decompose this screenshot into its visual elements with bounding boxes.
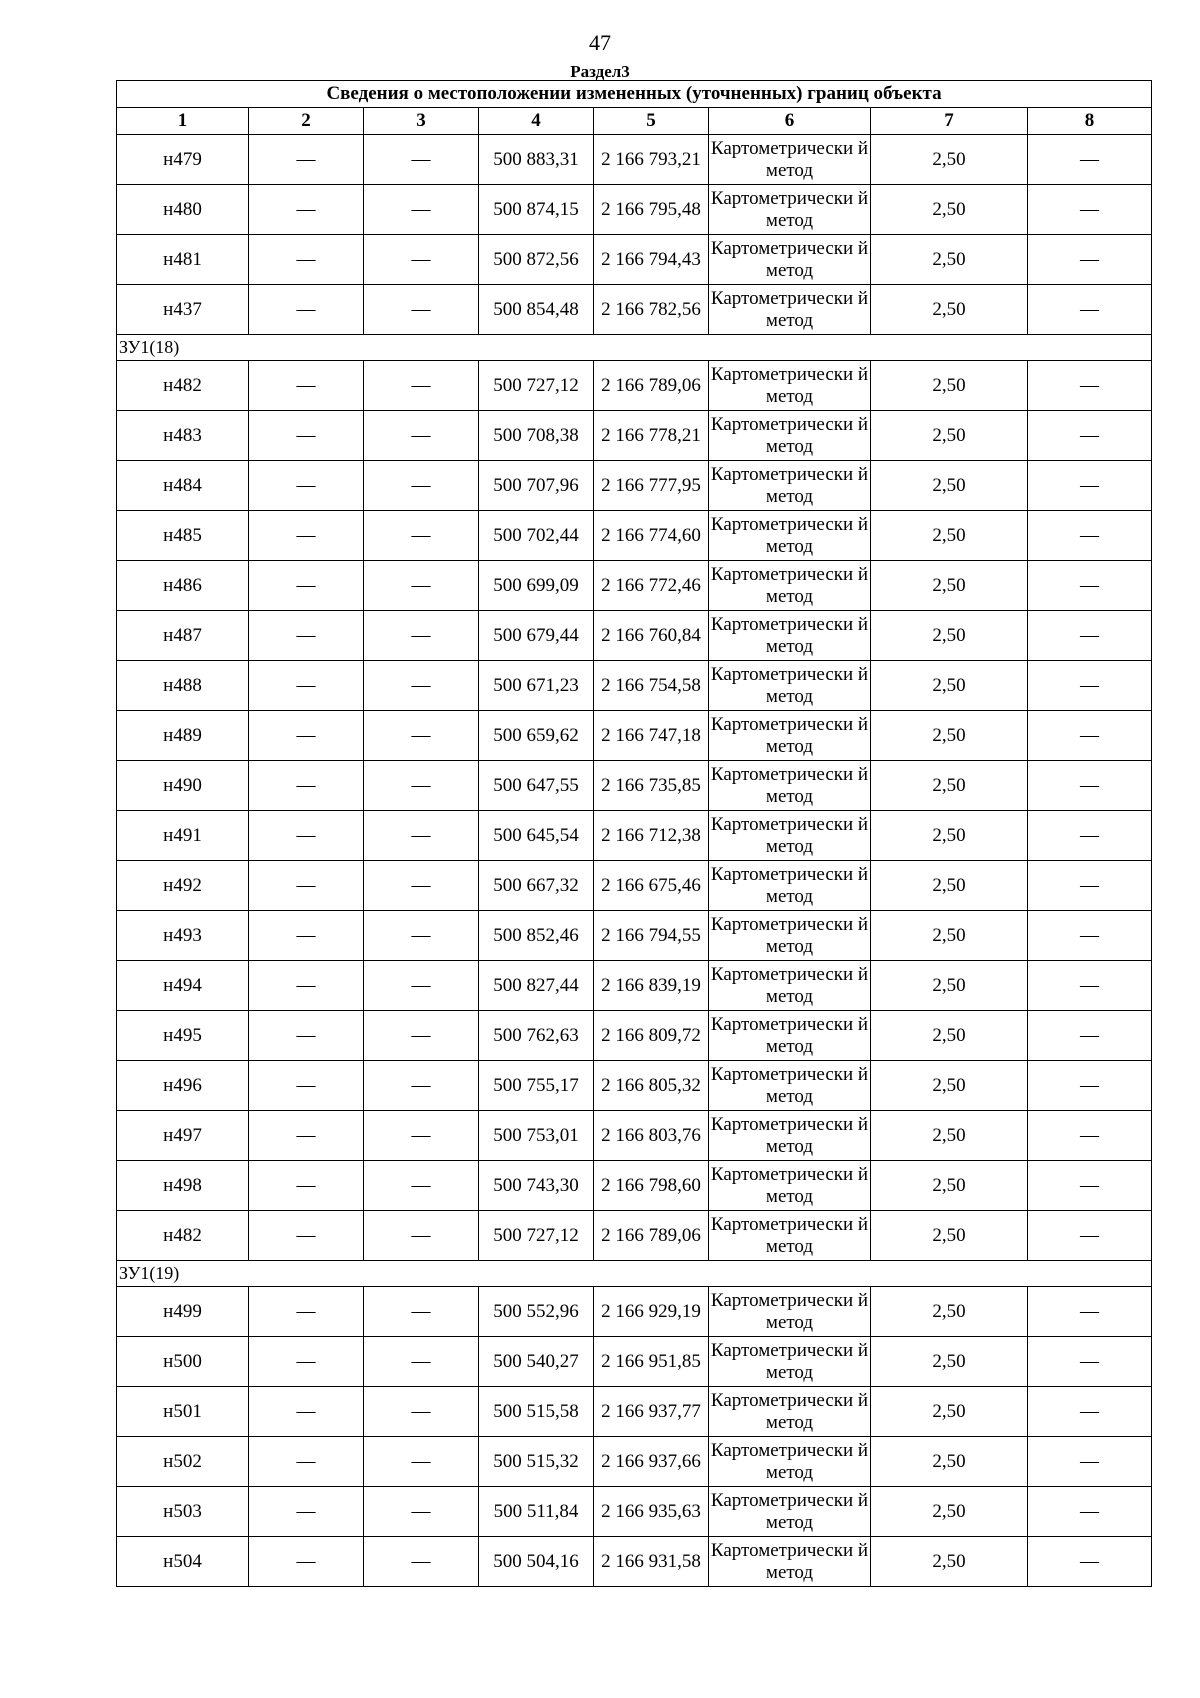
y-coordinate-cell: 2 166 675,46 xyxy=(594,861,709,911)
table-row xyxy=(117,1211,1152,1261)
column-2-cell: — xyxy=(249,1111,364,1161)
column-8-cell: — xyxy=(1028,961,1152,1011)
point-name-cell: н437 xyxy=(117,285,249,335)
accuracy-cell: 2,50 xyxy=(871,1211,1028,1261)
method-cell: Картометрически й метод xyxy=(709,1337,871,1387)
method-cell: Картометрически й метод xyxy=(709,1111,871,1161)
y-coordinate-cell: 2 166 798,60 xyxy=(594,1161,709,1211)
column-3-cell: — xyxy=(364,661,479,711)
group-label: ЗУ1(19) xyxy=(117,1261,1152,1287)
column-3-cell: — xyxy=(364,235,479,285)
point-name-cell: н485 xyxy=(117,511,249,561)
method-cell: Картометрически й метод xyxy=(709,811,871,861)
method-cell: Картометрически й метод xyxy=(709,1161,871,1211)
accuracy-cell: 2,50 xyxy=(871,561,1028,611)
column-2-cell: — xyxy=(249,1061,364,1111)
column-2-cell: — xyxy=(249,1287,364,1337)
column-3-cell: — xyxy=(364,1161,479,1211)
column-2-cell: — xyxy=(249,1437,364,1487)
x-coordinate-cell: 500 702,44 xyxy=(479,511,594,561)
x-coordinate-cell: 500 874,15 xyxy=(479,185,594,235)
column-number: 4 xyxy=(479,108,594,135)
y-coordinate-cell: 2 166 935,63 xyxy=(594,1487,709,1537)
point-name-cell: н482 xyxy=(117,361,249,411)
column-number: 2 xyxy=(249,108,364,135)
x-coordinate-cell: 500 854,48 xyxy=(479,285,594,335)
x-coordinate-cell: 500 552,96 xyxy=(479,1287,594,1337)
x-coordinate-cell: 500 511,84 xyxy=(479,1487,594,1537)
method-cell: Картометрически й метод xyxy=(709,1061,871,1111)
table-row xyxy=(117,361,1152,411)
column-2-cell: — xyxy=(249,1387,364,1437)
column-number: 6 xyxy=(709,108,871,135)
table-row xyxy=(117,461,1152,511)
column-2-cell: — xyxy=(249,561,364,611)
method-cell: Картометрически й метод xyxy=(709,911,871,961)
accuracy-cell: 2,50 xyxy=(871,811,1028,861)
y-coordinate-cell: 2 166 747,18 xyxy=(594,711,709,761)
table-row xyxy=(117,861,1152,911)
accuracy-cell: 2,50 xyxy=(871,1287,1028,1337)
accuracy-cell: 2,50 xyxy=(871,1437,1028,1487)
method-cell: Картометрически й метод xyxy=(709,711,871,761)
column-8-cell: — xyxy=(1028,1437,1152,1487)
y-coordinate-cell: 2 166 803,76 xyxy=(594,1111,709,1161)
point-name-cell: н486 xyxy=(117,561,249,611)
column-3-cell: — xyxy=(364,1387,479,1437)
y-coordinate-cell: 2 166 789,06 xyxy=(594,361,709,411)
y-coordinate-cell: 2 166 774,60 xyxy=(594,511,709,561)
column-8-cell: — xyxy=(1028,711,1152,761)
column-3-cell: — xyxy=(364,1061,479,1111)
x-coordinate-cell: 500 515,58 xyxy=(479,1387,594,1437)
method-cell: Картометрически й метод xyxy=(709,1437,871,1487)
point-name-cell: н499 xyxy=(117,1287,249,1337)
x-coordinate-cell: 500 872,56 xyxy=(479,235,594,285)
method-cell: Картометрически й метод xyxy=(709,235,871,285)
column-8-cell: — xyxy=(1028,185,1152,235)
column-2-cell: — xyxy=(249,461,364,511)
accuracy-cell: 2,50 xyxy=(871,411,1028,461)
x-coordinate-cell: 500 540,27 xyxy=(479,1337,594,1387)
group-label: ЗУ1(18) xyxy=(117,335,1152,361)
group-header-row xyxy=(117,335,1152,361)
table-row xyxy=(117,811,1152,861)
method-cell: Картометрически й метод xyxy=(709,961,871,1011)
column-8-cell: — xyxy=(1028,1537,1152,1587)
point-name-cell: н480 xyxy=(117,185,249,235)
y-coordinate-cell: 2 166 805,32 xyxy=(594,1061,709,1111)
column-3-cell: — xyxy=(364,611,479,661)
x-coordinate-cell: 500 708,38 xyxy=(479,411,594,461)
method-cell: Картометрически й метод xyxy=(709,761,871,811)
x-coordinate-cell: 500 699,09 xyxy=(479,561,594,611)
column-8-cell: — xyxy=(1028,561,1152,611)
y-coordinate-cell: 2 166 712,38 xyxy=(594,811,709,861)
method-cell: Картометрически й метод xyxy=(709,285,871,335)
column-3-cell: — xyxy=(364,761,479,811)
column-3-cell: — xyxy=(364,561,479,611)
column-number: 5 xyxy=(594,108,709,135)
column-8-cell: — xyxy=(1028,235,1152,285)
table-row xyxy=(117,411,1152,461)
column-2-cell: — xyxy=(249,1211,364,1261)
y-coordinate-cell: 2 166 778,21 xyxy=(594,411,709,461)
method-cell: Картометрически й метод xyxy=(709,1011,871,1061)
y-coordinate-cell: 2 166 793,21 xyxy=(594,135,709,185)
y-coordinate-cell: 2 166 772,46 xyxy=(594,561,709,611)
column-8-cell: — xyxy=(1028,861,1152,911)
table-row xyxy=(117,1011,1152,1061)
x-coordinate-cell: 500 762,63 xyxy=(479,1011,594,1061)
column-2-cell: — xyxy=(249,861,364,911)
column-3-cell: — xyxy=(364,511,479,561)
column-2-cell: — xyxy=(249,661,364,711)
column-8-cell: — xyxy=(1028,1211,1152,1261)
point-name-cell: н501 xyxy=(117,1387,249,1437)
accuracy-cell: 2,50 xyxy=(871,1337,1028,1387)
method-cell: Картометрически й метод xyxy=(709,135,871,185)
column-3-cell: — xyxy=(364,285,479,335)
y-coordinate-cell: 2 166 794,43 xyxy=(594,235,709,285)
point-name-cell: н497 xyxy=(117,1111,249,1161)
column-3-cell: — xyxy=(364,1537,479,1587)
x-coordinate-cell: 500 667,32 xyxy=(479,861,594,911)
accuracy-cell: 2,50 xyxy=(871,461,1028,511)
x-coordinate-cell: 500 755,17 xyxy=(479,1061,594,1111)
column-3-cell: — xyxy=(364,1337,479,1387)
table-row xyxy=(117,1337,1152,1387)
x-coordinate-cell: 500 645,54 xyxy=(479,811,594,861)
column-8-cell: — xyxy=(1028,1487,1152,1537)
column-2-cell: — xyxy=(249,611,364,661)
x-coordinate-cell: 500 671,23 xyxy=(479,661,594,711)
column-2-cell: — xyxy=(249,135,364,185)
column-number: 1 xyxy=(117,108,249,135)
table-row xyxy=(117,911,1152,961)
table-row xyxy=(117,1387,1152,1437)
x-coordinate-cell: 500 727,12 xyxy=(479,1211,594,1261)
column-2-cell: — xyxy=(249,411,364,461)
column-2-cell: — xyxy=(249,1487,364,1537)
accuracy-cell: 2,50 xyxy=(871,1487,1028,1537)
table-row xyxy=(117,1437,1152,1487)
column-8-cell: — xyxy=(1028,1111,1152,1161)
point-name-cell: н489 xyxy=(117,711,249,761)
accuracy-cell: 2,50 xyxy=(871,611,1028,661)
accuracy-cell: 2,50 xyxy=(871,361,1028,411)
column-3-cell: — xyxy=(364,361,479,411)
accuracy-cell: 2,50 xyxy=(871,761,1028,811)
accuracy-cell: 2,50 xyxy=(871,1061,1028,1111)
column-8-cell: — xyxy=(1028,1161,1152,1211)
column-2-cell: — xyxy=(249,711,364,761)
y-coordinate-cell: 2 166 760,84 xyxy=(594,611,709,661)
column-number: 3 xyxy=(364,108,479,135)
x-coordinate-cell: 500 827,44 xyxy=(479,961,594,1011)
column-number-row xyxy=(117,108,1152,135)
method-cell: Картометрически й метод xyxy=(709,1387,871,1437)
x-coordinate-cell: 500 647,55 xyxy=(479,761,594,811)
x-coordinate-cell: 500 504,16 xyxy=(479,1537,594,1587)
column-8-cell: — xyxy=(1028,1061,1152,1111)
point-name-cell: н504 xyxy=(117,1537,249,1587)
point-name-cell: н495 xyxy=(117,1011,249,1061)
table-row xyxy=(117,1161,1152,1211)
point-name-cell: н482 xyxy=(117,1211,249,1261)
column-3-cell: — xyxy=(364,185,479,235)
accuracy-cell: 2,50 xyxy=(871,861,1028,911)
column-3-cell: — xyxy=(364,1111,479,1161)
method-cell: Картометрически й метод xyxy=(709,861,871,911)
point-name-cell: н481 xyxy=(117,235,249,285)
y-coordinate-cell: 2 166 789,06 xyxy=(594,1211,709,1261)
method-cell: Картометрически й метод xyxy=(709,1211,871,1261)
point-name-cell: н484 xyxy=(117,461,249,511)
point-name-cell: н492 xyxy=(117,861,249,911)
column-3-cell: — xyxy=(364,811,479,861)
table-row xyxy=(117,711,1152,761)
y-coordinate-cell: 2 166 929,19 xyxy=(594,1287,709,1337)
method-cell: Картометрически й метод xyxy=(709,661,871,711)
column-8-cell: — xyxy=(1028,411,1152,461)
table-row xyxy=(117,661,1152,711)
table-caption-row xyxy=(117,81,1152,108)
group-header-row xyxy=(117,1261,1152,1287)
point-name-cell: н493 xyxy=(117,911,249,961)
table-row xyxy=(117,1487,1152,1537)
column-8-cell: — xyxy=(1028,811,1152,861)
x-coordinate-cell: 500 727,12 xyxy=(479,361,594,411)
x-coordinate-cell: 500 883,31 xyxy=(479,135,594,185)
y-coordinate-cell: 2 166 951,85 xyxy=(594,1337,709,1387)
column-8-cell: — xyxy=(1028,1387,1152,1437)
method-cell: Картометрически й метод xyxy=(709,185,871,235)
method-cell: Картометрически й метод xyxy=(709,611,871,661)
column-3-cell: — xyxy=(364,135,479,185)
column-3-cell: — xyxy=(364,461,479,511)
table-row xyxy=(117,611,1152,661)
accuracy-cell: 2,50 xyxy=(871,135,1028,185)
accuracy-cell: 2,50 xyxy=(871,1387,1028,1437)
point-name-cell: н500 xyxy=(117,1337,249,1387)
point-name-cell: н483 xyxy=(117,411,249,461)
column-8-cell: — xyxy=(1028,135,1152,185)
column-2-cell: — xyxy=(249,235,364,285)
method-cell: Картометрически й метод xyxy=(709,1487,871,1537)
accuracy-cell: 2,50 xyxy=(871,1111,1028,1161)
method-cell: Картометрически й метод xyxy=(709,461,871,511)
column-2-cell: — xyxy=(249,911,364,961)
column-2-cell: — xyxy=(249,1337,364,1387)
column-2-cell: — xyxy=(249,285,364,335)
column-2-cell: — xyxy=(249,511,364,561)
table-row xyxy=(117,185,1152,235)
column-8-cell: — xyxy=(1028,1287,1152,1337)
column-2-cell: — xyxy=(249,361,364,411)
column-3-cell: — xyxy=(364,911,479,961)
x-coordinate-cell: 500 515,32 xyxy=(479,1437,594,1487)
point-name-cell: н491 xyxy=(117,811,249,861)
column-2-cell: — xyxy=(249,961,364,1011)
point-name-cell: н502 xyxy=(117,1437,249,1487)
column-3-cell: — xyxy=(364,411,479,461)
point-name-cell: н498 xyxy=(117,1161,249,1211)
x-coordinate-cell: 500 852,46 xyxy=(479,911,594,961)
page-number: 47 xyxy=(589,30,611,55)
accuracy-cell: 2,50 xyxy=(871,185,1028,235)
table-row xyxy=(117,561,1152,611)
accuracy-cell: 2,50 xyxy=(871,1537,1028,1587)
column-2-cell: — xyxy=(249,185,364,235)
point-name-cell: н494 xyxy=(117,961,249,1011)
table-row xyxy=(117,135,1152,185)
method-cell: Картометрически й метод xyxy=(709,511,871,561)
point-name-cell: н488 xyxy=(117,661,249,711)
column-3-cell: — xyxy=(364,1211,479,1261)
column-2-cell: — xyxy=(249,1011,364,1061)
y-coordinate-cell: 2 166 777,95 xyxy=(594,461,709,511)
table-body xyxy=(117,135,1152,1587)
point-name-cell: н490 xyxy=(117,761,249,811)
column-8-cell: — xyxy=(1028,761,1152,811)
column-8-cell: — xyxy=(1028,1337,1152,1387)
column-number: 7 xyxy=(871,108,1028,135)
table-row xyxy=(117,761,1152,811)
x-coordinate-cell: 500 679,44 xyxy=(479,611,594,661)
y-coordinate-cell: 2 166 839,19 xyxy=(594,961,709,1011)
method-cell: Картометрически й метод xyxy=(709,1287,871,1337)
column-8-cell: — xyxy=(1028,361,1152,411)
method-cell: Картометрически й метод xyxy=(709,1537,871,1587)
column-3-cell: — xyxy=(364,861,479,911)
table-row xyxy=(117,961,1152,1011)
accuracy-cell: 2,50 xyxy=(871,711,1028,761)
point-name-cell: н503 xyxy=(117,1487,249,1537)
y-coordinate-cell: 2 166 937,66 xyxy=(594,1437,709,1487)
y-coordinate-cell: 2 166 782,56 xyxy=(594,285,709,335)
y-coordinate-cell: 2 166 809,72 xyxy=(594,1011,709,1061)
y-coordinate-cell: 2 166 795,48 xyxy=(594,185,709,235)
method-cell: Картометрически й метод xyxy=(709,361,871,411)
column-2-cell: — xyxy=(249,811,364,861)
y-coordinate-cell: 2 166 735,85 xyxy=(594,761,709,811)
column-8-cell: — xyxy=(1028,661,1152,711)
column-3-cell: — xyxy=(364,961,479,1011)
accuracy-cell: 2,50 xyxy=(871,285,1028,335)
table-row xyxy=(117,1287,1152,1337)
y-coordinate-cell: 2 166 754,58 xyxy=(594,661,709,711)
method-cell: Картометрически й метод xyxy=(709,411,871,461)
section-title: Раздел3 xyxy=(570,62,630,81)
column-3-cell: — xyxy=(364,1011,479,1061)
table-row xyxy=(117,1537,1152,1587)
y-coordinate-cell: 2 166 794,55 xyxy=(594,911,709,961)
point-name-cell: н496 xyxy=(117,1061,249,1111)
table-row xyxy=(117,511,1152,561)
point-name-cell: н479 xyxy=(117,135,249,185)
column-3-cell: — xyxy=(364,1287,479,1337)
column-3-cell: — xyxy=(364,711,479,761)
column-3-cell: — xyxy=(364,1437,479,1487)
x-coordinate-cell: 500 659,62 xyxy=(479,711,594,761)
column-2-cell: — xyxy=(249,761,364,811)
point-name-cell: н487 xyxy=(117,611,249,661)
column-number: 8 xyxy=(1028,108,1152,135)
table-row xyxy=(117,1061,1152,1111)
table-row xyxy=(117,1111,1152,1161)
accuracy-cell: 2,50 xyxy=(871,1011,1028,1061)
x-coordinate-cell: 500 743,30 xyxy=(479,1161,594,1211)
coordinates-table xyxy=(116,80,1152,1587)
table-caption: Сведения о местоположении измененных (уточненных) границ объекта xyxy=(117,81,1152,108)
accuracy-cell: 2,50 xyxy=(871,911,1028,961)
column-8-cell: — xyxy=(1028,285,1152,335)
accuracy-cell: 2,50 xyxy=(871,961,1028,1011)
x-coordinate-cell: 500 707,96 xyxy=(479,461,594,511)
y-coordinate-cell: 2 166 937,77 xyxy=(594,1387,709,1437)
column-8-cell: — xyxy=(1028,911,1152,961)
column-2-cell: — xyxy=(249,1161,364,1211)
table-row xyxy=(117,235,1152,285)
accuracy-cell: 2,50 xyxy=(871,235,1028,285)
x-coordinate-cell: 500 753,01 xyxy=(479,1111,594,1161)
accuracy-cell: 2,50 xyxy=(871,511,1028,561)
accuracy-cell: 2,50 xyxy=(871,1161,1028,1211)
column-2-cell: — xyxy=(249,1537,364,1587)
y-coordinate-cell: 2 166 931,58 xyxy=(594,1537,709,1587)
column-8-cell: — xyxy=(1028,461,1152,511)
method-cell: Картометрически й метод xyxy=(709,561,871,611)
column-8-cell: — xyxy=(1028,511,1152,561)
table-row xyxy=(117,285,1152,335)
column-3-cell: — xyxy=(364,1487,479,1537)
column-8-cell: — xyxy=(1028,1011,1152,1061)
column-8-cell: — xyxy=(1028,611,1152,661)
accuracy-cell: 2,50 xyxy=(871,661,1028,711)
